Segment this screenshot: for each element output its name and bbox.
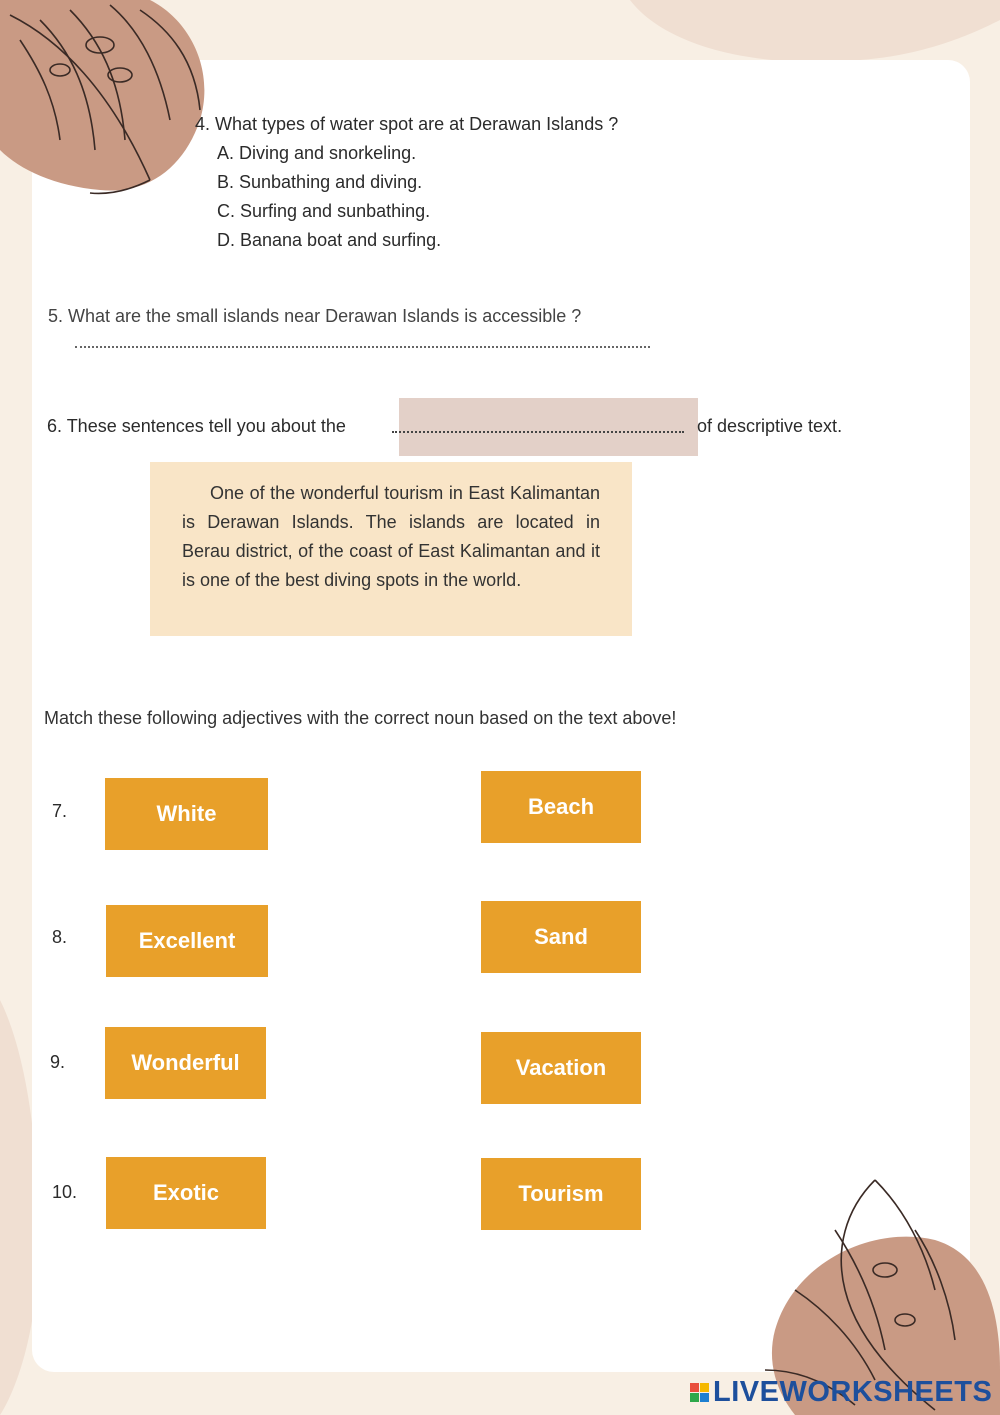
- noun-tile-vacation[interactable]: Vacation: [481, 1032, 641, 1104]
- match-number-9: 9.: [50, 1052, 66, 1072]
- adjective-tile-excellent[interactable]: Excellent: [106, 905, 268, 977]
- adjective-tile-wonderful[interactable]: Wonderful: [105, 1027, 266, 1099]
- question-6-blank-line: [392, 431, 684, 433]
- matching-instruction: Match these following adjectives with the correct noun based on the text above!: [44, 708, 677, 728]
- question-4-option-d[interactable]: D. Banana boat and surfing.: [217, 230, 442, 250]
- question-6-answer-input[interactable]: [399, 398, 698, 456]
- match-number-7: 7.: [52, 801, 68, 821]
- question-6-lead-text: 6. These sentences tell you about the: [47, 416, 346, 436]
- match-number-10: 10.: [52, 1182, 78, 1202]
- noun-tile-tourism[interactable]: Tourism: [481, 1158, 641, 1230]
- passage-box: [150, 462, 632, 636]
- monstera-leaf-top-left-icon: [0, 0, 215, 210]
- adjective-tile-white[interactable]: White: [105, 778, 268, 850]
- question-6-tail-text: of descriptive text.: [697, 416, 843, 436]
- logo-text: LIVEWORKSHEETS: [713, 1375, 993, 1408]
- adjective-tile-exotic[interactable]: Exotic: [106, 1157, 266, 1229]
- match-number-8: 8.: [52, 927, 68, 947]
- question-5-prompt: 5. What are the small islands near Derawan Islands is accessible ?: [48, 306, 582, 326]
- liveworksheets-logo: [690, 1374, 992, 1410]
- question-4-option-c[interactable]: C. Surfing and sunbathing.: [217, 201, 431, 221]
- noun-tile-beach[interactable]: Beach: [481, 771, 641, 843]
- question-4-option-a[interactable]: A. Diving and snorkeling.: [217, 143, 417, 163]
- question-4-prompt: 4. What types of water spot are at Derawan Islands ?: [195, 114, 619, 134]
- passage-text: One of the wonderful tourism in East Kalimantan is Derawan Islands. The islands are located in Berau district, of the coast of East Kalimantan and it is one of the best diving spots in the world.: [182, 483, 600, 590]
- noun-tile-sand[interactable]: Sand: [481, 901, 641, 973]
- logo-blocks-icon: [690, 1383, 709, 1402]
- question-4-option-b[interactable]: B. Sunbathing and diving.: [217, 172, 423, 192]
- question-5-answer-line[interactable]: [75, 338, 650, 348]
